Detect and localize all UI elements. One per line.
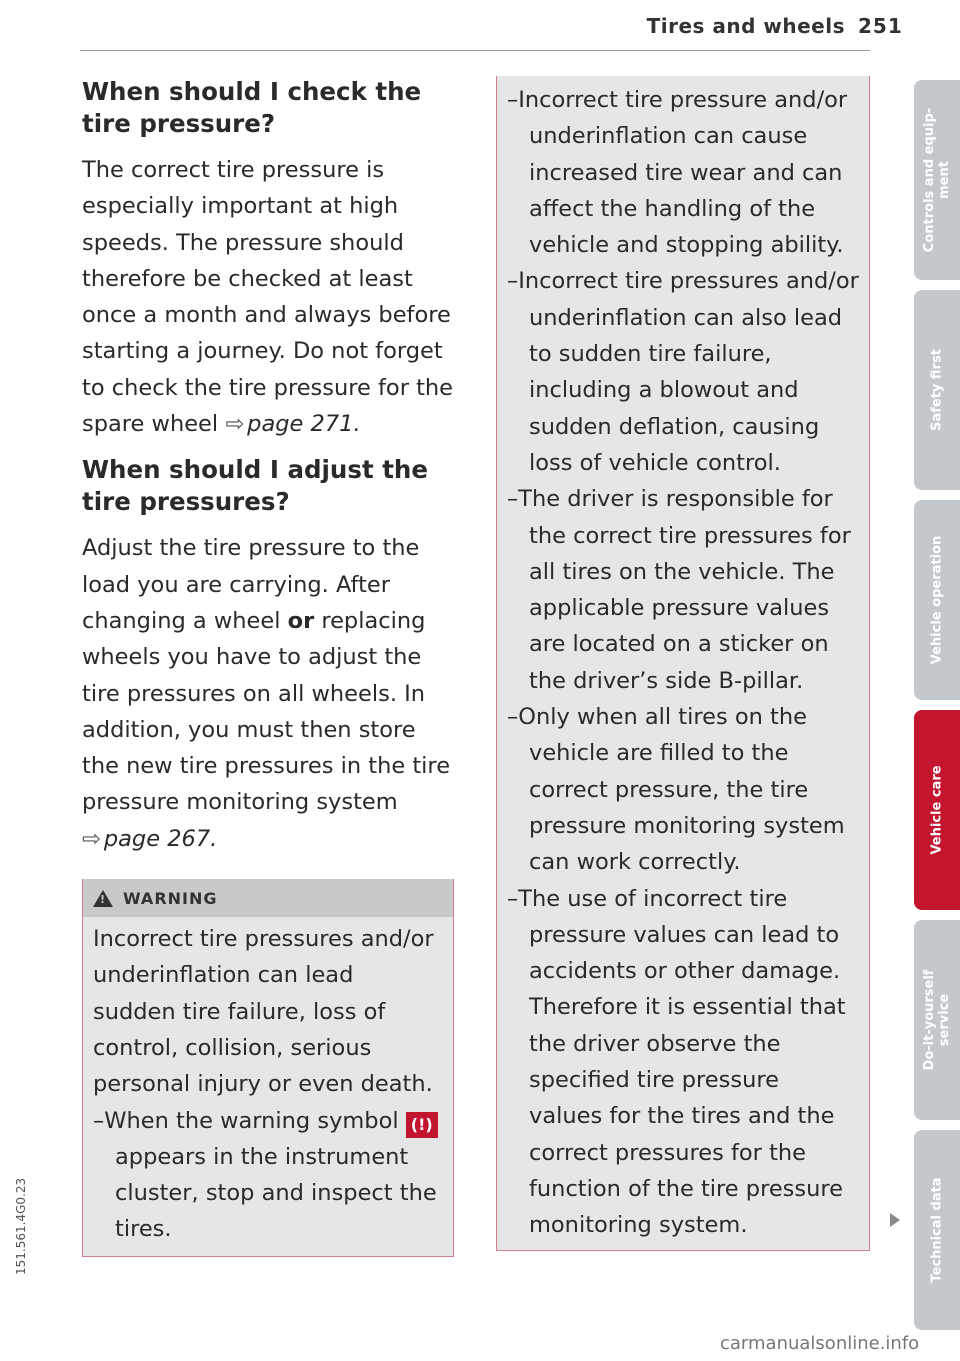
page-ref-271-label: page 271.: [247, 411, 361, 438]
list-item: –The use of incorrect tire pressure values can lead to accidents or other damage. Therefore it is essential that the driver observe the specified tire pressure values for the tires and the correct pressures for the function of the tire pressure monitoring system.: [507, 885, 846, 1239]
tab-label: Controls and equip- ment: [922, 107, 952, 253]
running-header-section: Tires and wheels: [646, 14, 845, 38]
warning-item: [93, 1103, 443, 1248]
tire-pressure-warning-icon: (!): [406, 1112, 438, 1138]
document-code: 151.561.4G0.23: [14, 1177, 28, 1275]
warning-body: [83, 917, 453, 1256]
warning-title: WARNING: [123, 888, 218, 908]
arrow-right-icon: ⇨: [82, 825, 101, 852]
tab-controls-and-equipment[interactable]: [914, 80, 960, 280]
warning-item-text-a: –When the warning symbol: [93, 1107, 399, 1134]
para-adjust-text-b: replacing wheels you have to adjust the tire pressures on all wheels. In addition, you must then store the new tire pressures in the tire pressure monitoring system: [82, 607, 451, 816]
heading-check-pressure: When should I check the tire pressure?: [82, 77, 422, 138]
tab-label: Do-it-yourself service: [922, 969, 952, 1071]
arrow-right-icon: ⇨: [225, 411, 245, 438]
warning-header: [83, 879, 453, 917]
page-ref-271[interactable]: [225, 411, 360, 437]
list-item: –Incorrect tire pressure and/or underinflation can cause increased tire wear and can affect the handling of the vehicle and stopping ability.: [507, 87, 848, 259]
tab-label: Technical data: [929, 1177, 945, 1283]
page-ref-267[interactable]: [82, 826, 217, 852]
warning-item-text-b: appears in the instrument cluster, stop and inspect the tires.: [115, 1143, 437, 1243]
para-adjust-text-a: Adjust the tire pressure to the load you are carrying. After changing a wheel: [82, 535, 420, 634]
watermark: carmanualsonline.info: [720, 1333, 920, 1354]
tab-do-it-yourself-service[interactable]: [914, 920, 960, 1120]
warning-continued-box: [496, 76, 870, 1251]
tab-technical-data[interactable]: [914, 1130, 960, 1330]
continue-arrow-icon: [890, 1213, 900, 1227]
heading-adjust-pressure: When should I adjust the tire pressures?: [82, 455, 428, 517]
page-number: 251: [858, 14, 903, 38]
warning-intro: Incorrect tire pressures and/or underinflation can lead sudden tire failure, loss of control, collision, serious personal injury or even death.: [93, 926, 434, 1098]
list-item: –Only when all tires on the vehicle are filled to the correct pressure, the tire pressure monitoring system can work correctly.: [507, 704, 845, 876]
para-check-pressure: [82, 152, 454, 442]
tab-safety-first[interactable]: [914, 290, 960, 490]
tab-label: Safety first: [929, 349, 945, 431]
page-ref-267-label: page 267.: [103, 825, 218, 852]
list-item: –The driver is responsible for the correct tire pressures for all tires on the vehicle. The applicable pressure values are located on a sticker on the driver’s side B-pillar.: [507, 486, 851, 694]
para-check-text: The correct tire pressure is especially important at high speeds. The pressure should therefore be checked at least once a month and always before starting a journey. Do not forget to check the tire pressure for the spare wheel: [82, 157, 454, 438]
list-item: –Incorrect tire pressures and/or underinflation can also lead to sudden tire failure, including a blowout and sudden deflation, causing loss of vehicle control.: [507, 268, 859, 476]
tab-label: Vehicle operation: [929, 535, 945, 665]
para-adjust-pressure: [82, 530, 454, 857]
warning-triangle-icon: [93, 890, 113, 907]
right-column: [496, 76, 870, 1251]
tab-vehicle-care[interactable]: [914, 710, 960, 910]
tab-label: Vehicle care: [929, 765, 945, 855]
warning-box: [82, 879, 454, 1257]
tab-vehicle-operation[interactable]: [914, 500, 960, 700]
header-rule: [80, 50, 870, 51]
para-adjust-bold-or: or: [287, 607, 315, 634]
left-column: [82, 76, 454, 1257]
